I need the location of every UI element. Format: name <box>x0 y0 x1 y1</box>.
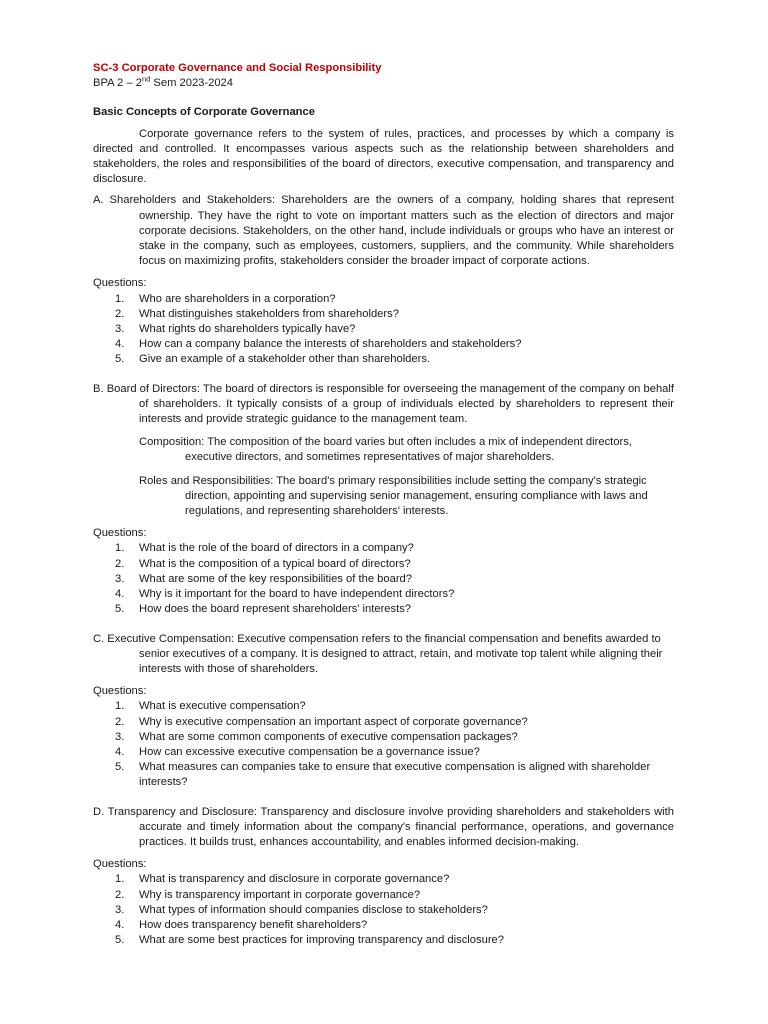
questions-label: Questions: <box>93 277 147 290</box>
list-item: 3. What types of information should companies disclose to stakeholders? <box>115 903 488 916</box>
list-item: 3. What are some of the key responsibilities of the board? <box>115 572 412 585</box>
section-a-questions <box>93 292 674 368</box>
section-b-paragraph: B. Board of Directors: The board of directors is responsible for overseeing the management of the company on behalf of shareholders. It typically consists of a group of individuals elected by shareholders to represent their interests and provide strategic guidance to the management team. <box>93 382 674 426</box>
questions-label: Questions: <box>93 685 147 698</box>
list-item: 3. What are some common components of executive compensation packages? <box>115 730 518 743</box>
questions-label: Questions: <box>93 858 147 871</box>
section-heading: Basic Concepts of Corporate Governance <box>93 106 315 119</box>
term-prefix: BPA 2 – 2 <box>93 77 142 90</box>
section-b-roles: Roles and Responsibilities: The board's primary responsibilities include setting the company's strategic direction, appointing and supervising senior management, ensuring compliance with laws and regulations, and representing shareholders' interests. <box>139 474 648 518</box>
section-b-questions <box>93 541 674 617</box>
section-c-questions <box>93 699 674 790</box>
list-item: 2. Why is transparency important in corporate governance? <box>115 888 421 901</box>
list-item: 3. What rights do shareholders typically have? <box>115 323 356 336</box>
list-item: 4. How can excessive executive compensation be a governance issue? <box>115 745 480 758</box>
list-item: 1. Who are shareholders in a corporation? <box>115 292 336 305</box>
list-item: 2. What distinguishes stakeholders from shareholders? <box>115 307 399 320</box>
list-item: 1. What is the role of the board of directors in a company? <box>115 542 414 555</box>
section-d-questions <box>93 872 674 948</box>
term-superscript: nd <box>141 74 151 84</box>
section-d-paragraph: D. Transparency and Disclosure: Transparency and disclosure involve providing shareholders and stakeholders with accurate and timely information about the company's financial performance, operations, and governance practices. It builds trust, enhances accountability, and enables informed decision-making. <box>93 805 674 848</box>
intro-paragraph: Corporate governance refers to the system of rules, practices, and processes by which a company is directed and controlled. It encompasses various aspects such as the relationship between shareholders and stakeholders, the roles and responsibilities of the board of directors, executive compensation, and transparency and disclosure. <box>93 127 674 186</box>
document-page <box>93 61 674 948</box>
term-line <box>93 76 674 91</box>
questions-label: Questions: <box>93 527 147 540</box>
section-c-paragraph: C. Executive Compensation: Executive compensation refers to the financial compensation and benefits awarded to senior executives of a company. It is designed to attract, retain, and motivate top talent while aligning their interests with those of shareholders. <box>93 632 663 675</box>
list-item: 2. Why is executive compensation an important aspect of corporate governance? <box>115 715 528 728</box>
list-item: 4. How can a company balance the interests of shareholders and stakeholders? <box>115 338 522 351</box>
list-item: 4. Why is it important for the board to have independent directors? <box>115 588 455 601</box>
term-suffix: Sem 2023-2024 <box>150 77 234 90</box>
list-item: 1. What is transparency and disclosure in corporate governance? <box>115 873 450 886</box>
section-b-composition: Composition: The composition of the board varies but often includes a mix of independent directors, executive directors, and sometimes representatives of major shareholders. <box>139 436 632 464</box>
list-item: 4. How does transparency benefit shareholders? <box>115 918 368 931</box>
list-item: 5. Give an example of a stakeholder other than shareholders. <box>115 353 431 366</box>
list-item: 2. What is the composition of a typical board of directors? <box>115 557 411 570</box>
list-item: 1. What is executive compensation? <box>115 700 306 713</box>
list-item: 5. What are some best practices for improving transparency and disclosure? <box>115 934 505 947</box>
section-a-paragraph: A. Shareholders and Stakeholders: Shareholders are the owners of a company, holding shares that represent ownership. They have the right to vote on important matters such as the election of directors and major corporate decisions. Stakeholders, on the other hand, include individuals or groups who have an interest or stake in the company, such as employees, customers, suppliers, and the community. While shareholders focus on maximizing profits, stakeholders consider the broader impact of corporate actions. <box>93 194 674 268</box>
course-title: SC-3 Corporate Governance and Social Responsibility <box>93 62 382 74</box>
list-item: 5. How does the board represent shareholders' interests? <box>115 603 412 616</box>
list-item: 5. What measures can companies take to ensure that executive compensation is aligned with shareholder interests? <box>115 761 651 789</box>
